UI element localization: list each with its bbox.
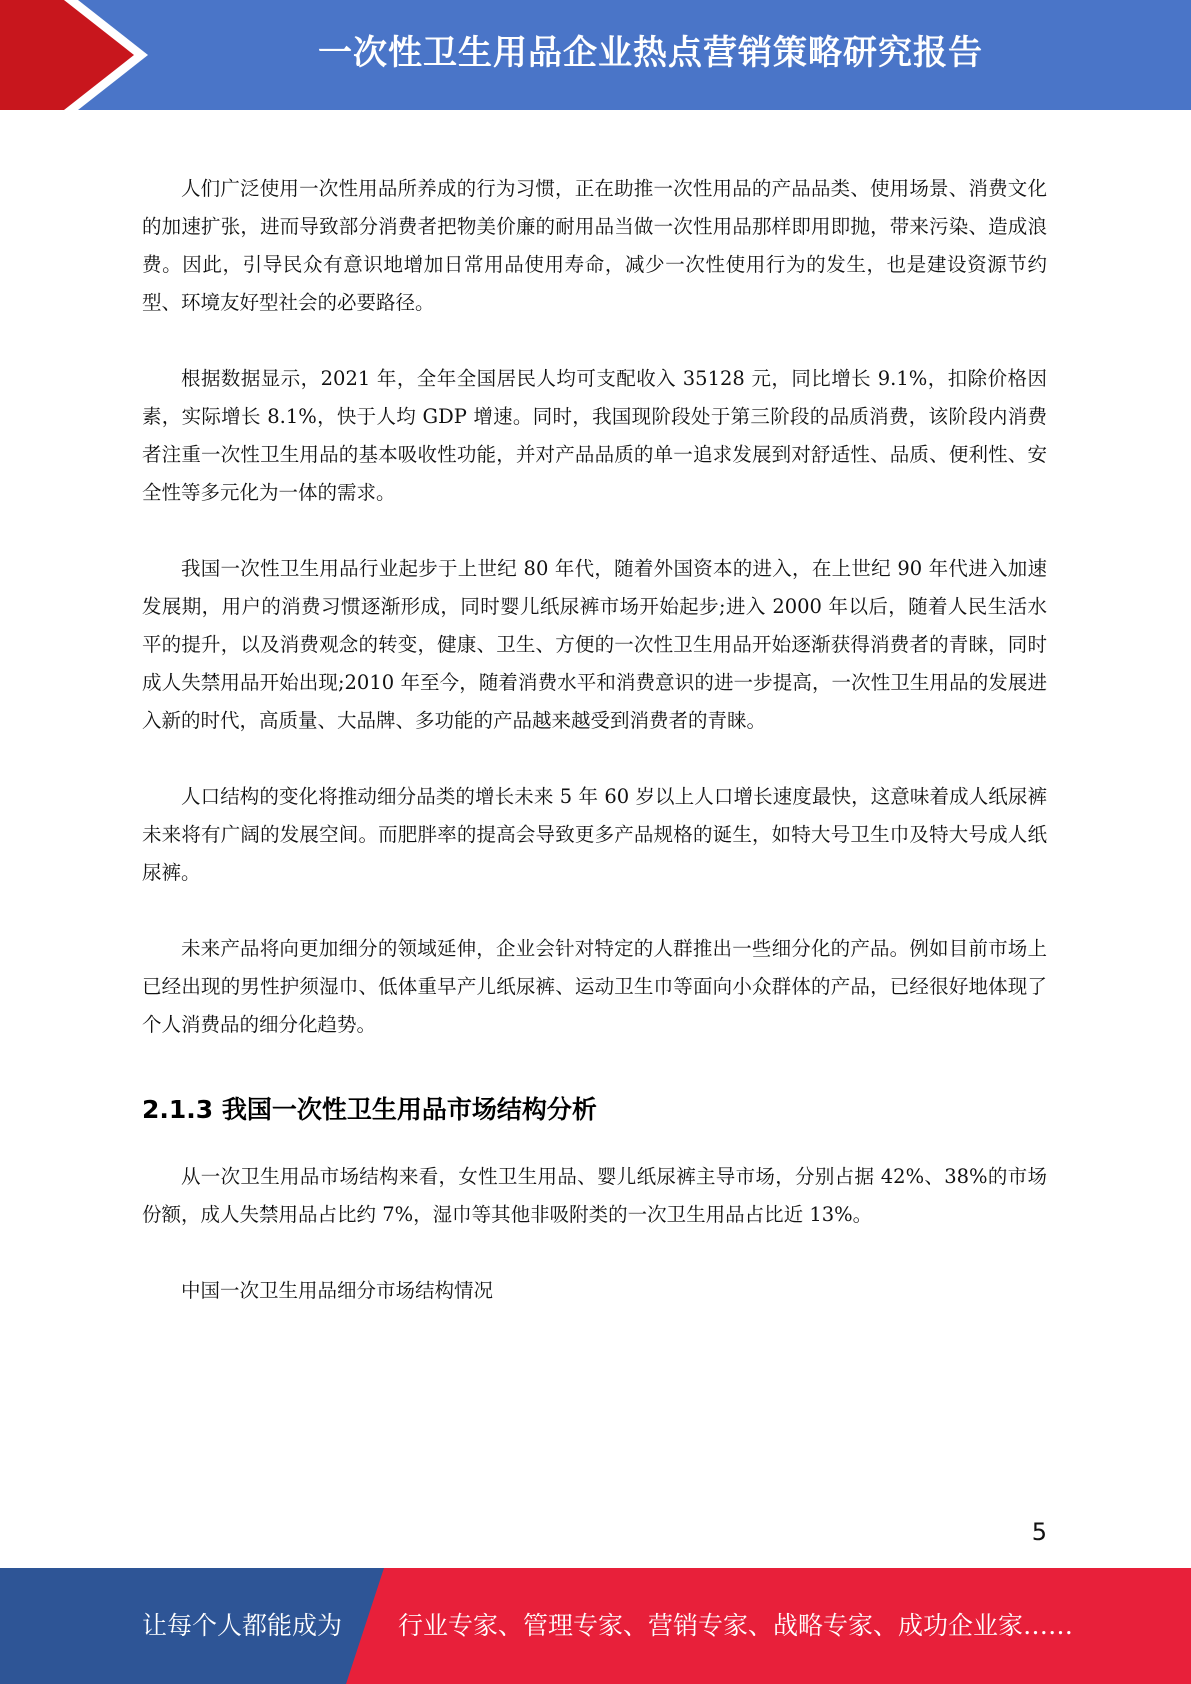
page-number: 5 [1031, 1518, 1047, 1546]
footer-slogan-left: 让每个人都能成为 [142, 1611, 343, 1640]
paragraph-segmentation-trend: 未来产品将向更加细分的领域延伸，企业会针对特定的人群推出一些细分化的产品。例如目前市场上已经出现的男性护须湿巾、低体重早产儿纸尿裤、运动卫生巾等面向小众群体的产品，已经很好地体现了个人消费品的细分化趋势。 [142, 937, 1047, 1036]
section-heading: 2.1.3 我国一次性卫生用品市场结构分析 [142, 1095, 597, 1124]
paragraph-disposable-habits: 人们广泛使用一次性用品所养成的行为习惯，正在助推一次性用品的产品品类、使用场景、消费文化的加速扩张，进而导致部分消费者把物美价廉的耐用品当做一次性用品那样即用即抛，带来污染、造成浪费。因此，引导民众有意识地增加日常用品使用寿命，减少一次性使用行为的发生，也是建设资源节约型、环境友好型社会的必要路径。 [142, 177, 1047, 314]
page-header [0, 0, 1191, 110]
paragraph-market-structure: 从一次卫生用品市场结构来看，女性卫生用品、婴儿纸尿裤主导市场，分别占据 42%、38%的市场份额，成人失禁用品占比约 7%，湿巾等其他非吸附类的一次卫生用品占比近 13%。 [142, 1165, 1047, 1226]
page-footer [0, 1568, 1191, 1684]
document-body [142, 170, 1047, 1310]
paragraph-population-structure: 人口结构的变化将推动细分品类的增长未来 5 年 60 岁以上人口增长速度最快，这意味着成人纸尿裤未来将有广阔的发展空间。而肥胖率的提高会导致更多产品规格的诞生，如特大号卫生巾及特大号成人纸尿裤。 [142, 785, 1047, 884]
report-title: 一次性卫生用品企业热点营销策略研究报告 [318, 33, 983, 73]
paragraph-income-data: 根据数据显示，2021 年，全年全国居民人均可支配收入 35128 元，同比增长 9.1%，扣除价格因素，实际增长 8.1%，快于人均 GDP 增速。同时，我国现阶段处于第三阶段的品质消费，该阶段内消费者注重一次性卫生用品的基本吸收性功能，并对产品品质的单一追求发展到对舒适性、品质、便利性、安全性等多元化为一体的需求。 [142, 367, 1047, 504]
paragraph-industry-history: 我国一次性卫生用品行业起步于上世纪 80 年代，随着外国资本的进入，在上世纪 90 年代进入加速发展期，用户的消费习惯逐渐形成，同时婴儿纸尿裤市场开始起步;进入 2000 年以后，随着人民生活水平的提升，以及消费观念的转变，健康、卫生、方便的一次性卫生用品开始逐渐获得消费者的青睐，同时成人失禁用品开始出现;2010 年至今，随着消费水平和消费意识的进一步提高，一次性卫生用品的发展进入新的时代，高质量、大品牌、多功能的产品越来越受到消费者的青睐。 [142, 557, 1047, 732]
footer-slogan-right: 行业专家、管理专家、营销专家、战略专家、成功企业家…… [398, 1611, 1074, 1640]
figure-caption: 中国一次卫生用品细分市场结构情况 [181, 1279, 494, 1302]
